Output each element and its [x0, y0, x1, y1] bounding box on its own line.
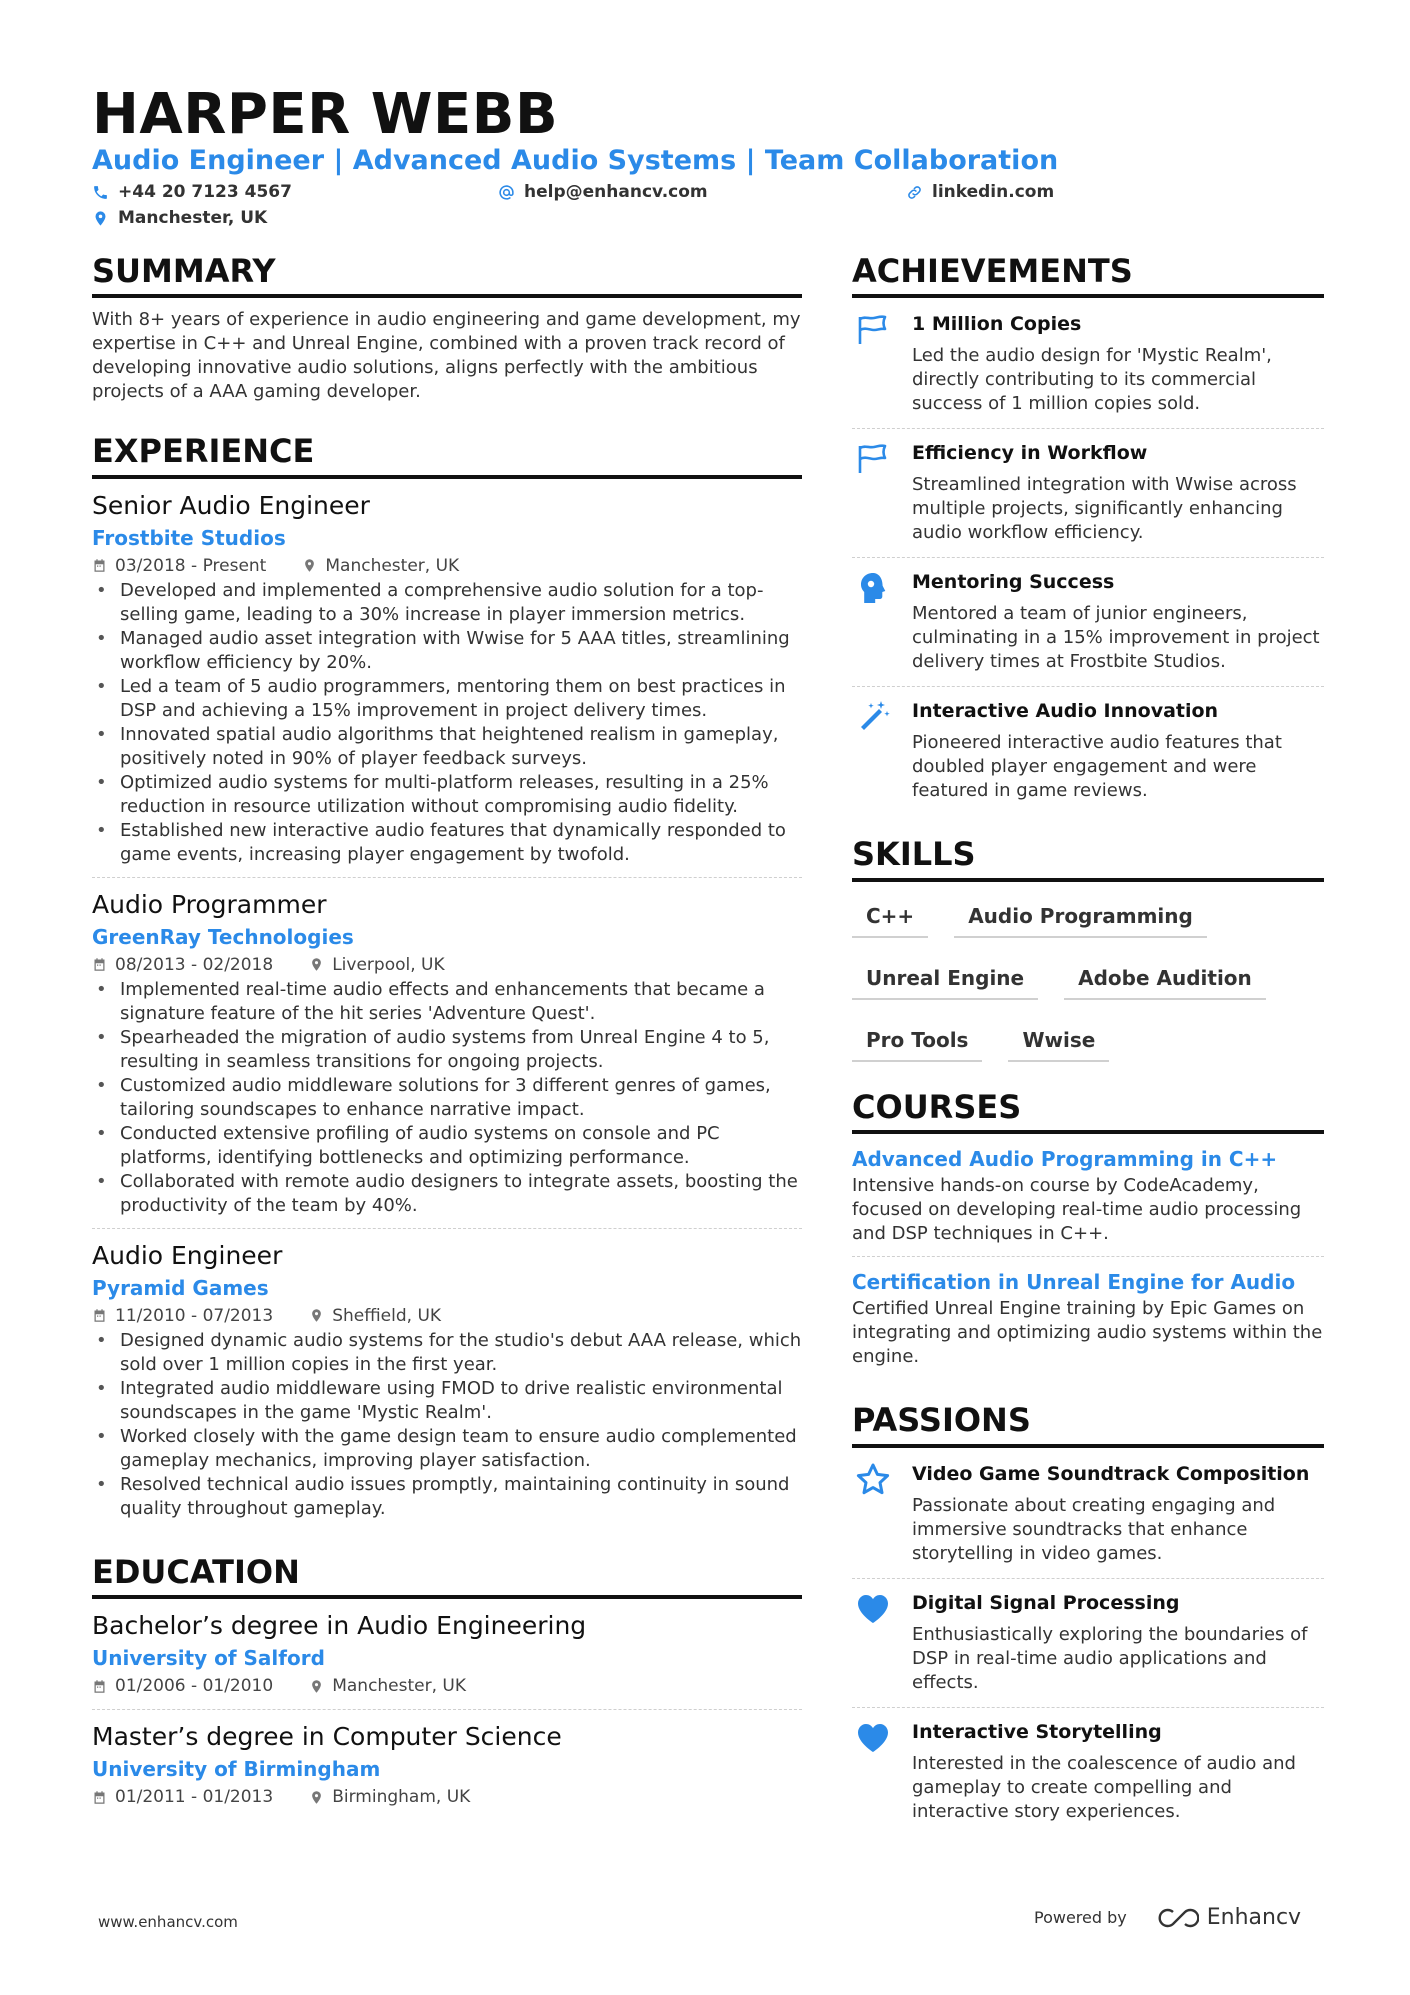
passion-entry	[852, 1450, 1324, 1579]
summary-title: SUMMARY	[92, 252, 802, 298]
achievement-entry	[852, 429, 1324, 558]
calendar-icon	[92, 558, 107, 573]
passions-list	[852, 1450, 1324, 1836]
school-name: University of Salford	[92, 1646, 325, 1671]
icon-wrapper	[852, 1460, 894, 1566]
course-title: Advanced Audio Programming in C++	[852, 1147, 1278, 1172]
bullet-item: • Led a team of 5 audio programmers, mentoring them on best practices in DSP and achieving a 15% improvement in project delivery times.	[92, 675, 802, 723]
achievements-title: ACHIEVEMENTS	[852, 252, 1324, 298]
date-range: 11/2010 - 07/2013	[115, 1305, 274, 1326]
course-title: Certification in Unreal Engine for Audio	[852, 1270, 1296, 1295]
bullet-list	[92, 579, 802, 867]
bullet-item: • Collaborated with remote audio designers to integrate assets, boosting the productivity of the team by 40%.	[92, 1170, 802, 1218]
bullet-item: • Worked closely with the game design team to ensure audio complemented gameplay mechanics, improving player satisfaction.	[92, 1425, 802, 1473]
phone-icon	[92, 184, 109, 201]
date-location-row	[92, 952, 802, 978]
entry-body	[912, 1460, 1324, 1566]
skill-tag: C++	[852, 898, 928, 938]
phone-text: +44 20 7123 4567	[118, 182, 292, 202]
entry-title: Efficiency in Workflow	[912, 442, 1148, 465]
entry-description: Passionate about creating engaging and immersive soundtracks that enhance storytelling in video games.	[912, 1494, 1276, 1564]
date-range: 01/2011 - 01/2013	[115, 1787, 274, 1808]
contact-location	[92, 208, 267, 228]
location-text: Manchester, UK	[118, 208, 268, 228]
entry-description: Led the audio design for 'Mystic Realm', directly contributing to its commercial success of 1 million copies sold.	[912, 345, 1272, 415]
calendar-icon	[92, 1679, 107, 1694]
date-location-row	[92, 1673, 802, 1699]
entry-title: 1 Million Copies	[912, 313, 1082, 336]
course-entry	[852, 1144, 1324, 1257]
skill-tag: Unreal Engine	[852, 960, 1038, 1000]
courses-section	[852, 1088, 1324, 1379]
calendar-icon	[92, 957, 107, 972]
star-icon	[855, 1462, 891, 1566]
achievement-entry	[852, 687, 1324, 815]
job-location: Birmingham, UK	[332, 1787, 471, 1808]
location-pin-icon	[309, 1308, 324, 1323]
date-range: 01/2006 - 01/2010	[115, 1676, 274, 1697]
contact-email[interactable]	[498, 182, 708, 202]
experience-section	[92, 432, 802, 1530]
bullet-item: • Optimized audio systems for multi-platform releases, resulting in a 25% reduction in resource utilization without compromising audio fidelity.	[92, 771, 802, 819]
icon-wrapper	[852, 1718, 894, 1824]
skill-tag: Wwise	[1008, 1022, 1109, 1062]
calendar-icon	[92, 1790, 107, 1805]
headline: Audio Engineer | Advanced Audio Systems | Team Collaboration	[92, 145, 1059, 176]
skill-tag: Pro Tools	[852, 1022, 982, 1062]
footer-website[interactable]: www.enhancv.com	[98, 1913, 238, 1931]
flag-icon	[855, 441, 891, 545]
enhancv-logo-icon	[1153, 1906, 1199, 1930]
company-name: Pyramid Games	[92, 1275, 269, 1300]
date-location-row	[92, 1784, 802, 1810]
achievements-list	[852, 300, 1324, 815]
degree-title: Master’s degree in Computer Science	[92, 1722, 562, 1752]
icon-wrapper	[852, 697, 894, 803]
experience-entry	[92, 489, 802, 878]
job-location: Manchester, UK	[325, 555, 460, 576]
heart-icon	[855, 1591, 891, 1695]
date-location-row	[92, 553, 802, 579]
degree-title: Bachelor’s degree in Audio Engineering	[92, 1611, 587, 1641]
heart-icon	[855, 1720, 891, 1824]
bullet-item: • Integrated audio middleware using FMOD to drive realistic environmental soundscapes in the game 'Mystic Realm'.	[92, 1377, 802, 1425]
job-location: Sheffield, UK	[332, 1305, 442, 1326]
left-column	[92, 252, 802, 1848]
bullet-list	[92, 1329, 802, 1521]
courses-title: COURSES	[852, 1088, 1324, 1134]
entry-body	[912, 1589, 1324, 1695]
footer-branding	[1034, 1905, 1301, 1930]
passions-section	[852, 1401, 1324, 1835]
education-title: EDUCATION	[92, 1553, 802, 1599]
entry-description: Pioneered interactive audio features that doubled player engagement and were featured in game reviews.	[912, 732, 1282, 802]
location-pin-icon	[302, 558, 317, 573]
bullet-list	[92, 978, 802, 1218]
bullet-item: • Customized audio middleware solutions for 3 different genres of games, tailoring soundscapes to enhance narrative impact.	[92, 1074, 802, 1122]
job-location: Manchester, UK	[332, 1676, 467, 1697]
location-pin-icon	[309, 1679, 324, 1694]
bullet-item: • Resolved technical audio issues promptly, maintaining continuity in sound quality throughout gameplay.	[92, 1473, 802, 1521]
entry-title: Mentoring Success	[912, 571, 1115, 594]
magic-wand-icon	[855, 699, 891, 803]
skill-tag: Adobe Audition	[1064, 960, 1266, 1000]
skills-title: SKILLS	[852, 835, 1324, 881]
bullet-item: • Established new interactive audio features that dynamically responded to game events, increasing player engagement by twofold.	[92, 819, 802, 867]
entry-body	[912, 1718, 1324, 1824]
bullet-item: • Managed audio asset integration with Wwise for 5 AAA titles, streamlining workflow efficiency by 20%.	[92, 627, 802, 675]
achievement-entry	[852, 558, 1324, 687]
calendar-icon	[92, 1308, 107, 1323]
icon-wrapper	[852, 568, 894, 674]
entry-title: Interactive Storytelling	[912, 1720, 1162, 1743]
course-description: Certified Unreal Engine training by Epic Games on integrating and optimizing audio systems within the engine.	[852, 1298, 1323, 1368]
email-text[interactable]: help@enhancv.com	[524, 182, 708, 202]
powered-by-label: Powered by	[1034, 1908, 1127, 1927]
entry-description: Enthusiastically exploring the boundaries of DSP in real-time audio applications and effects.	[912, 1623, 1308, 1693]
bullet-item: • Implemented real-time audio effects and enhancements that became a signature feature of the hit series 'Adventure Quest'.	[92, 978, 802, 1026]
entry-body	[912, 568, 1324, 674]
right-column	[852, 252, 1324, 1864]
education-entry	[92, 1609, 802, 1710]
passion-entry	[852, 1708, 1324, 1836]
bullet-item: • Designed dynamic audio systems for the studio's debut AAA release, which sold over 1 million copies in the first year.	[92, 1329, 802, 1377]
skills-list	[852, 892, 1324, 1062]
education-list	[92, 1609, 802, 1820]
skill-tag: Audio Programming	[954, 898, 1207, 938]
experience-list	[92, 489, 802, 1531]
brand-name: Enhancv	[1206, 1905, 1302, 1930]
entry-title: Digital Signal Processing	[912, 1591, 1180, 1614]
company-name: Frostbite Studios	[92, 525, 286, 550]
job-title: Audio Programmer	[92, 889, 327, 919]
entry-body	[912, 310, 1324, 416]
icon-wrapper	[852, 310, 894, 416]
icon-wrapper	[852, 1589, 894, 1695]
entry-body	[912, 697, 1324, 803]
job-title: Audio Engineer	[92, 1240, 283, 1270]
at-icon	[498, 184, 515, 201]
date-location-row	[92, 1303, 802, 1329]
achievement-entry	[852, 300, 1324, 429]
entry-title: Video Game Soundtrack Composition	[912, 1462, 1310, 1485]
contact-linkedin[interactable]	[906, 182, 1054, 202]
education-entry	[92, 1720, 802, 1820]
bullet-item: • Developed and implemented a comprehensive audio solution for a top-selling game, leading to a 30% increase in player immersion metrics.	[92, 579, 802, 627]
head-icon	[855, 570, 891, 674]
flag-icon	[855, 312, 891, 416]
experience-entry	[92, 1239, 802, 1531]
courses-list	[852, 1144, 1324, 1379]
job-location: Liverpool, UK	[332, 954, 445, 975]
skills-section	[852, 835, 1324, 1061]
course-entry	[852, 1267, 1324, 1379]
bullet-item: • Innovated spatial audio algorithms that heightened realism in gameplay, positively noted in 90% of player feedback surveys.	[92, 723, 802, 771]
entry-description: Mentored a team of junior engineers, culminating in a 15% improvement in project delivery times at Frostbite Studios.	[912, 603, 1320, 673]
candidate-name: HARPER WEBB	[92, 82, 559, 147]
date-range: 03/2018 - Present	[115, 555, 267, 576]
icon-wrapper	[852, 439, 894, 545]
link-icon	[906, 184, 923, 201]
experience-entry	[92, 888, 802, 1229]
achievements-section	[852, 252, 1324, 815]
location-pin-icon	[92, 210, 109, 227]
entry-description: Streamlined integration with Wwise across multiple projects, significantly enhancing audio workflow efficiency.	[912, 474, 1297, 544]
experience-title: EXPERIENCE	[92, 432, 802, 478]
date-range: 08/2013 - 02/2018	[115, 954, 274, 975]
course-description: Intensive hands-on course by CodeAcademy, focused on developing real-time audio processing and DSP techniques in C++.	[852, 1175, 1302, 1245]
linkedin-text[interactable]: linkedin.com	[932, 182, 1055, 202]
education-section	[92, 1553, 802, 1820]
passion-entry	[852, 1579, 1324, 1708]
entry-body	[912, 439, 1324, 545]
bullet-item: • Spearheaded the migration of audio systems from Unreal Engine 4 to 5, resulting in seamless transitions for ongoing projects.	[92, 1026, 802, 1074]
company-name: GreenRay Technologies	[92, 924, 354, 949]
summary-text: With 8+ years of experience in audio engineering and game development, my expertise in C++ and Unreal Engine, combined with a proven track record of developing innovative audio solutions, aligns perfectly with the ambitious projects of a AAA gaming developer.	[92, 309, 801, 403]
entry-description: Interested in the coalescence of audio and gameplay to create compelling and interactive story experiences.	[912, 1752, 1296, 1822]
job-title: Senior Audio Engineer	[92, 490, 370, 520]
brand-logo	[1153, 1905, 1301, 1930]
entry-title: Interactive Audio Innovation	[912, 700, 1219, 723]
school-name: University of Birmingham	[92, 1757, 381, 1782]
contact-phone	[92, 182, 292, 202]
passions-title: PASSIONS	[852, 1401, 1324, 1447]
summary-section	[92, 252, 802, 404]
bullet-item: • Conducted extensive profiling of audio systems on console and PC platforms, identifying bottlenecks and optimizing performance.	[92, 1122, 802, 1170]
location-pin-icon	[309, 1790, 324, 1805]
location-pin-icon	[309, 957, 324, 972]
